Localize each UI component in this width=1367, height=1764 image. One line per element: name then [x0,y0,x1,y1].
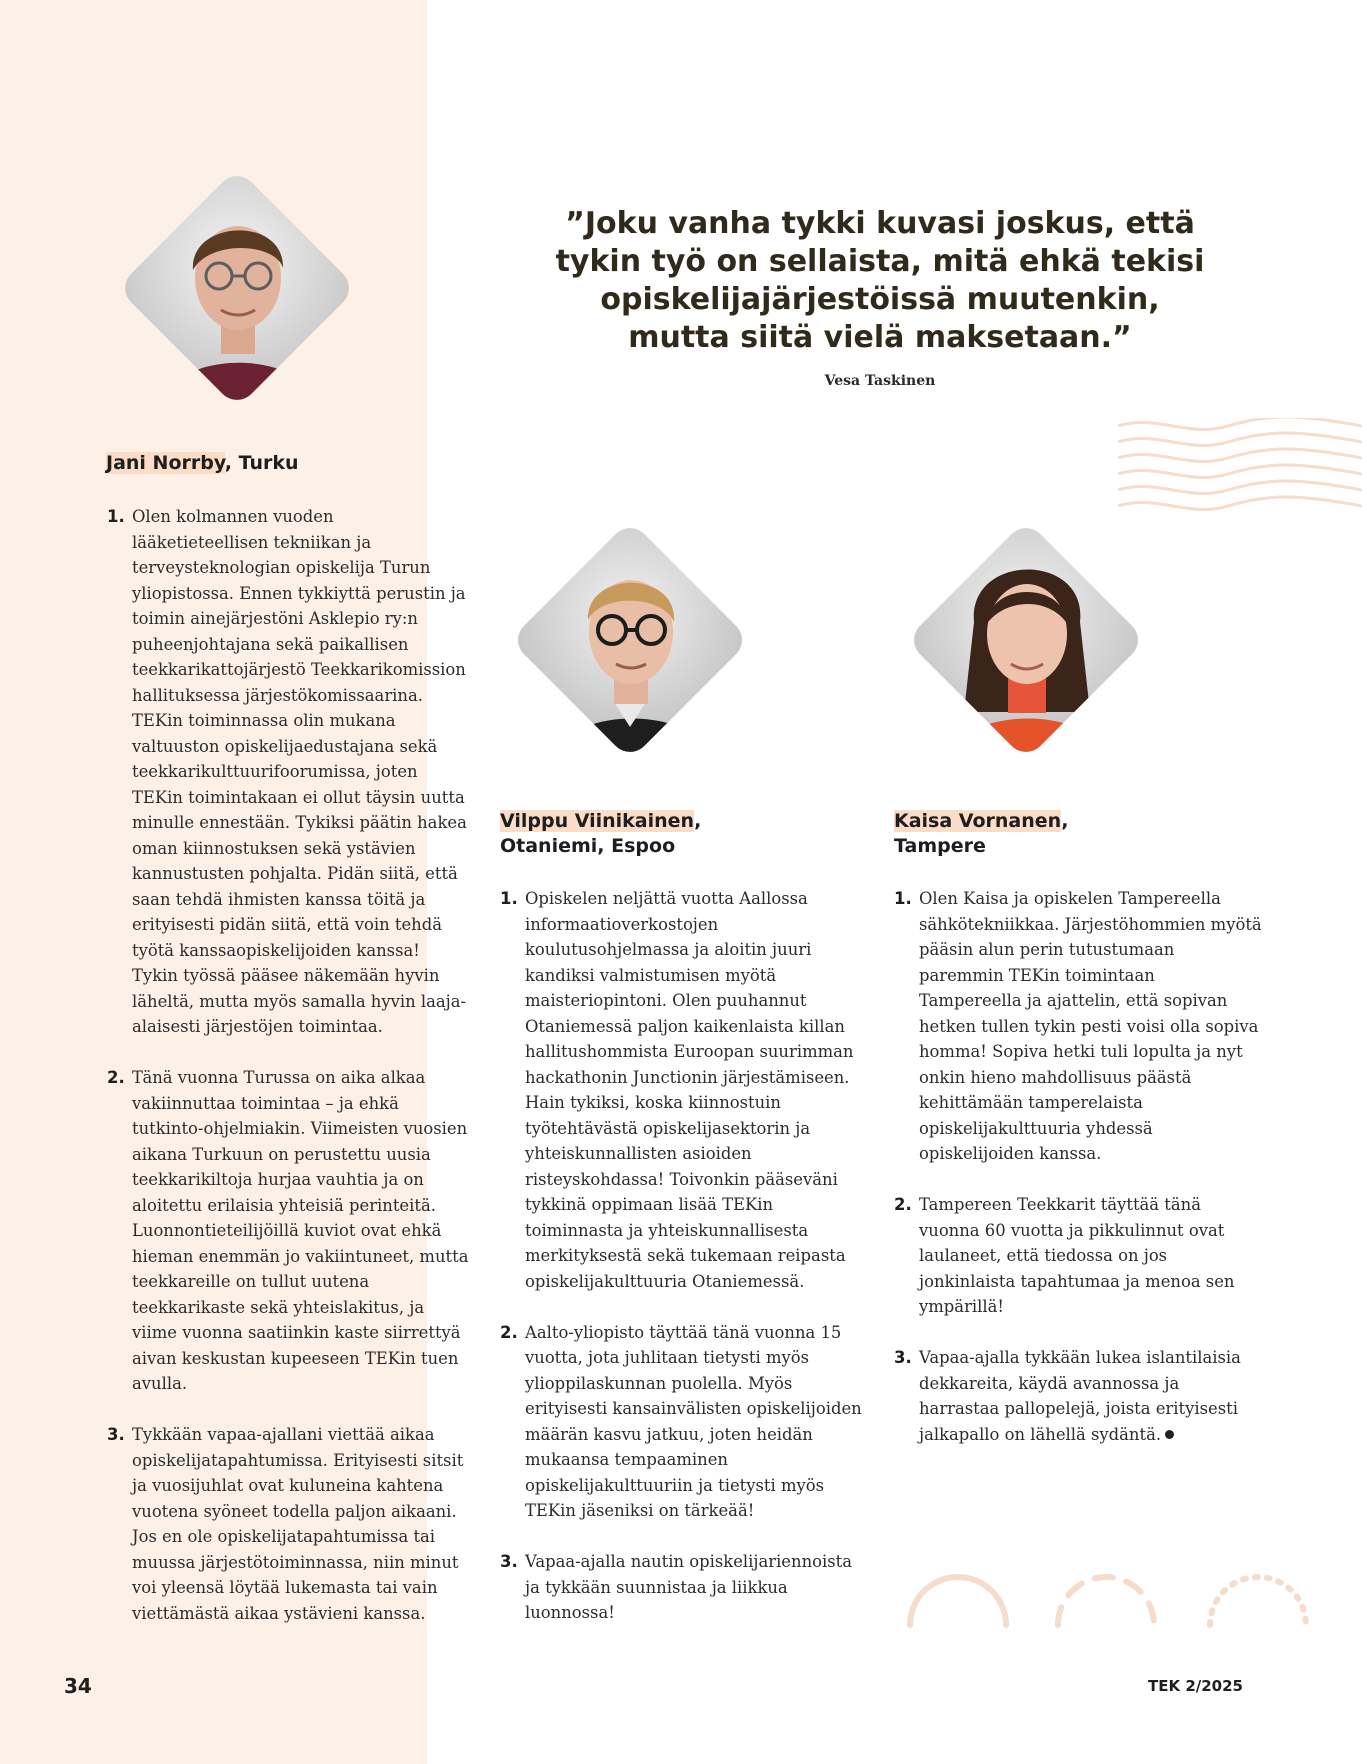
answer-item [894,1192,1262,1320]
answer-number: 2. [500,1322,518,1342]
answer-item [107,1065,469,1397]
answer-number: 3. [894,1348,912,1367]
wave-decoration [1118,418,1362,530]
answer-number: 3. [107,1425,125,1444]
answer-number: 1. [107,507,125,526]
portrait-vilppu [502,512,758,768]
end-mark-icon [1165,1430,1174,1439]
issue-label: TEK 2/2025 [1148,1677,1243,1695]
profile-name-jani [106,451,299,476]
name-highlight: Kaisa Vornanen [894,810,1062,832]
quote-author: Vesa Taskinen [824,373,936,389]
answer-text: Tykkään vapaa-ajallani viettää aikaa opiskelijatapahtumissa. Erityisesti sitsit ja vuosijuhlat ovat kuluneina kahtena vuotena syöneet todella paljon aikaani. Jos en ole opiskelijatapahtumissa tai muussa järjestötoiminnassa, niin minut voi yleensä löytää lukemasta tai vain viettämästä aikaa ystävieni kanssa. [132,1425,464,1623]
answer-text: Vapaa-ajalla nautin opiskelijariennoista ja tykkään suunnistaa ja liikkua luonnossa! [525,1552,853,1622]
answer-text: Aalto-yliopisto täyttää tänä vuonna 15 vuotta, jota juhlitaan tietysti myös ylioppilaskunnan puolella. Myös erityisesti kansainvälisten opiskelijoiden määrän kasvu jatkuu, joten heidän mukaansa tempaaminen opiskelijakulttuuriin ja tietysti myös TEKin jäseniksi on tärkeää! [525,1322,862,1520]
answer-item [500,1549,868,1626]
answer-item [500,886,868,1294]
name-location-line2: Otaniemi, Espoo [500,835,676,857]
answer-text: Olen Kaisa ja opiskelen Tampereella sähkötekniikkaa. Järjestöhommien myötä pääsin alun perin tutustumaan paremmin TEKin toimintaan Tampereella ja ajattelin, että sopivan hetken tullen tykin pesti voisi olla sopiva homma! Sopiva hetki tuli lopulta ja nyt onkin hieno mahdollisuus päästä kehittämään tamperelaista opiskelijakulttuuria yhdessä opiskelijoiden kanssa. [919,889,1262,1163]
answers-vilppu [500,886,868,1651]
answer-text: Tampereen Teekkarit täyttää tänä vuonna 60 vuotta ja pikkulinnut ovat laulaneet, että tiedossa on jos jonkinlaista tapahtumaa ja menoa sen ympärillä! [919,1195,1235,1316]
answer-item [107,504,469,1040]
answer-item [894,1345,1262,1447]
name-location-line2: Tampere [894,835,986,857]
portrait-photo-icon [109,160,365,416]
answer-number: 2. [107,1068,125,1087]
answer-text: Vapaa-ajalla tykkään lukea islantilaisia dekkareita, käydä avannossa ja harrastaa pallopelejä, joista erityisesti jalkapallo on lähellä sydäntä. [919,1348,1241,1444]
name-location: , [694,810,702,832]
quote-line: ”Joku vanha tykki kuvasi joskus, että [565,206,1195,241]
portrait-photo-icon [898,512,1154,768]
profile-name-vilppu [500,809,701,859]
portrait-jani [109,160,365,416]
answer-item [107,1422,469,1626]
answer-text: Olen kolmannen vuoden lääketieteellisen tekniikan ja terveysteknologian opiskelija Turun yliopistossa. Ennen tykkiyttä perustin ja toimin ainejärjestöni Asklepio ry:n puheenjohtajana sekä paikallisen teekkarikattojärjestö Teekkarikomission hallituksessa järjestökomissaarina. TEKin toiminnassa olin mukana valtuuston opiskelijaedustajana sekä teekkarikulttuurifoorumissa, joten TEKin toimintakaan ei ollut täysin uutta minulle ennestään. Tykiksi päätin hakea oman kiinnostuksen sekä ystävien kannustusten pohjalta. Pidän siitä, että saan tehdä ihmisten kanssa töitä ja erityisesti pidän siitä, että voin tehdä työtä kanssaopiskelijoiden kanssa! Tykin työssä pääsee näkemään hyvin läheltä, mutta myös samalla hyvin laaja-alaisesti järjestöjen toimintaa. [132,507,467,1036]
answer-item [500,1320,868,1524]
name-highlight: Vilppu Viinikainen [500,810,695,832]
portrait-kaisa [898,512,1154,768]
answer-item [894,886,1262,1167]
answers-jani [107,504,469,1652]
answer-number: 1. [500,889,518,908]
arc-decoration [900,1560,1320,1630]
pull-quote [500,205,1260,357]
answer-text: Tänä vuonna Turussa on aika alkaa vakiinnuttaa toimintaa – ja ehkä tutkinto-ohjelmiakin. Viimeisten vuosien aikana Turkuun on perustettu uusia teekkarikiltoja hurjaa vauhtia ja on aloitettu erilaisia yhteisiä perinteitä. Luonnontieteilijöillä kuviot ovat ehkä hieman enemmän jo vakiintuneet, mutta teekkareille on tullut uutena teekkarikaste sekä yhteislakitus, ja viime vuonna saatiinkin kaste siirrettyä aivan keskustan kupeeseen TEKin tuen avulla. [132,1068,469,1393]
answers-kaisa [894,886,1262,1473]
name-location: , Turku [224,452,299,474]
answer-text: Opiskelen neljättä vuotta Aallossa informaatioverkostojen koulutusohjelmassa ja aloitin juuri kandiksi valmistumisen myötä maisteriopintoni. Olen puuhannut Otaniemessä paljon kaikenlaista killan hallitushommista Euroopan suurimman hackathonin Junctionin järjestämiseen. Hain tykiksi, koska kiinnostuin työtehtävästä opiskelijasektorin ja yhteiskunnallisten asioiden risteyskohdassa! Toivonkin pääseväni tykkinä oppimaan lisää TEKin toiminnasta ja yhteiskunnallisesta merkityksestä sekä tukemaan reipasta opiskelijakulttuuria Otaniemessä. [525,889,854,1291]
quote-line: tykin työ on sellaista, mitä ehkä tekisi [555,244,1205,279]
answer-number: 3. [500,1552,518,1571]
page-number: 34 [64,1674,92,1698]
name-location: , [1061,810,1069,832]
quote-line: mutta siitä vielä maksetaan.” [628,320,1132,355]
quote-line: opiskelijajärjestöissä muutenkin, [600,282,1160,317]
portrait-photo-icon [502,512,758,768]
name-highlight: Jani Norrby [106,452,225,474]
profile-name-kaisa [894,809,1068,859]
answer-number: 2. [894,1195,912,1214]
answer-number: 1. [894,889,912,908]
